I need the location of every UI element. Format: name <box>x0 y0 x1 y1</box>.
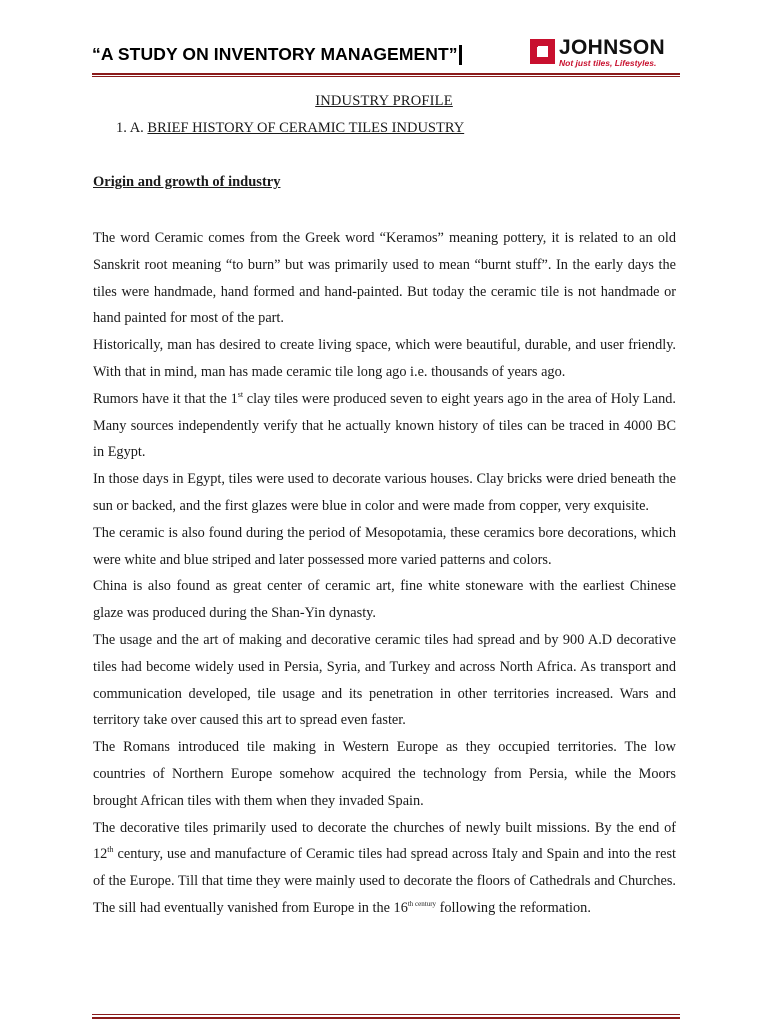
document-title-text: “A STUDY ON INVENTORY MANAGEMENT” <box>92 44 458 64</box>
paragraph-3 <box>93 386 676 466</box>
logo-wordmark: JOHNSON <box>559 36 665 59</box>
paragraph-2: Historically, man has desired to create living space, which were beautiful, durable, and user friendly. With that in mind, man has made ceramic tile long ago i.e. thousands of years ago. <box>93 337 676 380</box>
paragraph-9-superscript-1: th <box>107 845 114 855</box>
paragraph-5: The ceramic is also found during the period of Mesopotamia, these ceramics bore decorations, which were white and blue striped and later possessed more varied patterns and colors. <box>93 524 676 568</box>
paragraph-9-text-a: The decorative tiles primarily used to decorate the churches of newly built missions. By the end of 12 <box>93 819 676 863</box>
paragraph-3-text-a: Rumors have it that the 1 <box>93 390 238 407</box>
paragraph-9-text-b: century, use and manufacture of Ceramic tiles had spread across Italy and Spain and into the rest of the Europe. Till that time they were mainly used to decorate the floors of Cathedrals and Churches. The sill had eventually vanished from Europe in the 16 <box>93 846 676 916</box>
paragraph-3-superscript: st <box>237 389 244 399</box>
logo-mark-icon <box>530 39 555 64</box>
paragraph-7: The usage and the art of making and decorative ceramic tiles had spread and by 900 A.D decorative tiles had become widely used in Persia, Syria, and Turkey and across North Africa. As transport and communication developed, tile usage and its penetration in other territories increased. Wars and territory take over caused this art to spread even faster. <box>93 631 676 729</box>
paragraph-4: In those days in Egypt, tiles were used to decorate various houses. Clay bricks were dried beneath the sun or backed, and the first glazes were blue in color and were made from copper, very exquisite. <box>93 471 676 514</box>
section-number: 1. A. <box>116 120 144 136</box>
origin-heading: Origin and growth of industry <box>93 174 281 190</box>
logo-tagline: Not just tiles, Lifestyles. <box>559 58 657 68</box>
document-title <box>92 44 462 65</box>
industry-profile-heading: INDUSTRY PROFILE <box>315 93 453 109</box>
section-heading <box>116 120 464 137</box>
section-title: BRIEF HISTORY OF CERAMIC TILES INDUSTRY <box>147 120 465 136</box>
paragraph-1: The word Ceramic comes from the Greek word “Keramos” meaning pottery, it is related to an old Sanskrit root meaning “to burn” but was primarily used to mean “burnt stuff”. In the early days the tiles were handmade, hand formed and hand-painted. But today the ceramic tile is not handmade or hand painted for most of the part. <box>93 230 676 327</box>
paragraph-8: The Romans introduced tile making in Western Europe as they occupied territories. The low countries of Northern Europe somehow acquired the technology from Persia, while the Moors brought African tiles with them when they invaded Spain. <box>93 739 676 809</box>
title-bar-mark <box>459 45 462 65</box>
logo-mark-dot <box>533 42 538 47</box>
paragraph-9 <box>93 815 676 922</box>
paragraph-6: China is also found as great center of ceramic art, fine white stoneware with the earliest Chinese glaze was produced during the Shan-Yin dynasty. <box>93 578 676 622</box>
body-text <box>93 225 676 922</box>
footer-rule <box>92 1014 680 1019</box>
paragraph-9-text-c: following the reformation. <box>436 899 591 916</box>
paragraph-3-text-b: clay tiles were produced seven to eight years ago in the area of Holy Land. Many sources independently verify that he actually known history of tiles can be traced in 4000 BC in Egypt. <box>93 390 676 461</box>
johnson-logo <box>530 36 680 72</box>
logo-mark-inner <box>537 46 548 57</box>
header-rule <box>92 73 680 77</box>
page-header <box>92 36 680 72</box>
paragraph-9-superscript-2: th century <box>407 899 437 908</box>
